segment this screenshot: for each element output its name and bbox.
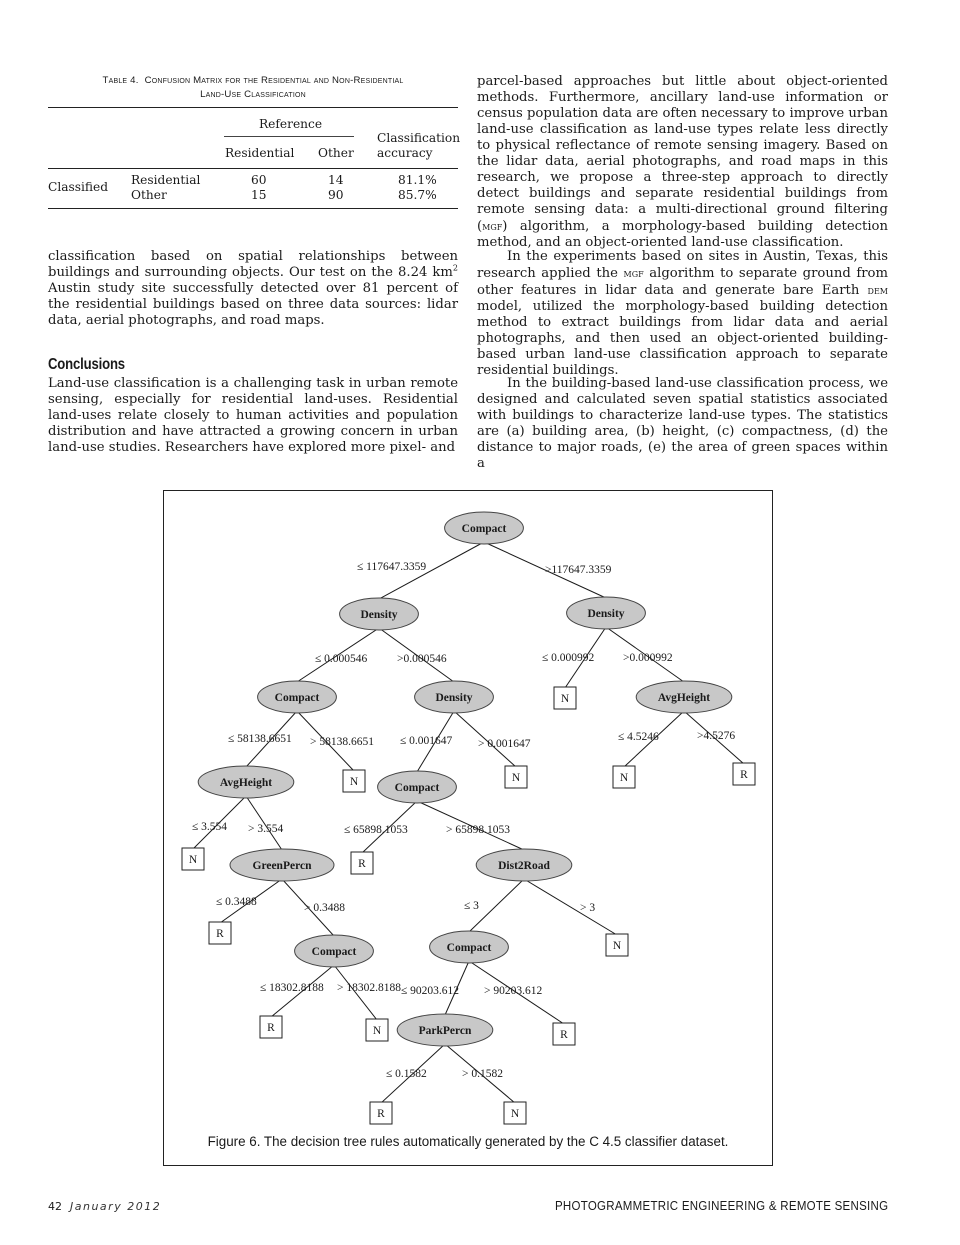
node-label: AvgHeight xyxy=(657,692,711,704)
node-label: N xyxy=(560,693,570,705)
node-label: Density xyxy=(435,692,473,704)
table-col-residential: Residential xyxy=(225,146,295,160)
leaf-node xyxy=(613,766,635,788)
edge-label: > 58138.6651 xyxy=(310,736,374,748)
table-caption xyxy=(48,74,458,102)
leaf-node xyxy=(553,1023,575,1045)
edge-label: > 18302.8188 xyxy=(337,982,401,994)
right-paragraph-3: In the building-based land-use classification process, we designed and calculated seven spatial statistics associated with buildings to characterize land-use types. The statistics are (a) building area, (b) height, (c) compactness, (d) the distance to major roads, (e) the area of green spaces within a xyxy=(477,376,888,471)
node-label: Compact xyxy=(446,942,492,954)
text-run: Austin study site successfully detected over 81 percent of the residential buildings based on three data sources: lidar data, aerial photographs, and road maps. xyxy=(48,281,458,328)
abbreviation: mgf xyxy=(482,219,503,233)
split-node xyxy=(378,771,457,803)
section-heading: Conclusions xyxy=(48,356,125,373)
node-label: N xyxy=(511,772,521,784)
node-label: N xyxy=(619,772,629,784)
text-run: model, utilized the morphology-based building detection method to extract buildings from lidar data and aerial photographs, and then used an object-oriented building-based urban land-use classification approach to separate residential buildings. xyxy=(477,299,888,378)
node-label: Compact xyxy=(461,523,507,535)
edge-label: ≤ 0.1582 xyxy=(386,1068,427,1080)
leaf-node xyxy=(343,770,365,792)
page-number: 42 xyxy=(48,1200,62,1213)
edge-label: ≤ 3.554 xyxy=(192,821,228,833)
footer-left xyxy=(48,1200,161,1213)
edge-label: ≤ 0.001647 xyxy=(400,735,453,747)
decision-tree-diagram xyxy=(164,491,771,1164)
leaf-node xyxy=(504,1102,526,1124)
edge-label: ≤ 58138.6651 xyxy=(228,733,292,745)
edge-label: > 3.554 xyxy=(248,823,284,835)
table-reference-rule xyxy=(224,136,354,137)
split-node xyxy=(340,598,419,630)
node-label: N xyxy=(188,854,198,866)
edge-label: >4.5276 xyxy=(697,730,736,742)
table-cell: 90 xyxy=(328,188,344,202)
edge-label: >0.000992 xyxy=(623,652,673,664)
node-label: N xyxy=(372,1025,382,1037)
leaf-node xyxy=(370,1102,392,1124)
right-paragraph-2 xyxy=(477,249,888,379)
edge-label: ≤ 3 xyxy=(464,900,479,912)
tree-edge xyxy=(524,879,617,935)
left-paragraph-1 xyxy=(48,249,458,329)
split-node xyxy=(476,849,572,881)
node-label: AvgHeight xyxy=(219,777,273,789)
table-header-rule xyxy=(48,168,458,169)
node-label: GreenPercn xyxy=(252,860,312,872)
leaf-node xyxy=(733,763,755,785)
node-label: Density xyxy=(360,609,398,621)
table-cell: 14 xyxy=(328,173,344,187)
table-cell: 85.7% xyxy=(398,188,437,202)
split-node xyxy=(295,935,374,967)
edge-label: ≤ 90203.612 xyxy=(401,985,460,997)
table-cell: 15 xyxy=(251,188,267,202)
node-label: R xyxy=(560,1029,568,1041)
table-accuracy-header-1: Classification xyxy=(377,131,461,145)
split-node xyxy=(230,849,334,881)
issue-date: January 2012 xyxy=(70,1200,162,1213)
table-number: Table 4. xyxy=(102,75,139,86)
edge-label: ≤ 65898.1053 xyxy=(344,824,408,836)
right-paragraph-1 xyxy=(477,74,888,251)
edge-label: > 3 xyxy=(580,902,596,914)
edge-label: ≤ 0.3488 xyxy=(216,896,257,908)
table-reference-header: Reference xyxy=(259,117,323,131)
table-top-rule xyxy=(48,107,458,108)
node-label: R xyxy=(377,1108,385,1120)
table-row-group-label: Classified xyxy=(48,180,109,194)
node-label: N xyxy=(510,1108,520,1120)
node-label: Compact xyxy=(394,782,440,794)
node-label: R xyxy=(267,1022,275,1034)
left-paragraph-2: Land-use classification is a challenging task in urban remote sensing, especially for residential land-uses. Residential land-uses relate closely to human activities and population distribution and have attracted a growing concern in urban land-use studies. Researchers have explored more pixel- and xyxy=(48,376,458,455)
edge-label: > 90203.612 xyxy=(484,985,543,997)
edge-label: > 0.3488 xyxy=(304,902,345,914)
table-row-label: Residential xyxy=(131,173,201,187)
figure-frame xyxy=(163,490,773,1166)
table-accuracy-header-2: accuracy xyxy=(377,146,433,160)
node-label: Density xyxy=(587,608,625,620)
node-label: R xyxy=(358,858,366,870)
node-label: N xyxy=(612,940,622,952)
node-label: R xyxy=(740,769,748,781)
leaf-node xyxy=(351,852,373,874)
abbreviation: dem xyxy=(867,283,888,297)
node-label: N xyxy=(349,776,359,788)
leaf-node xyxy=(366,1019,388,1041)
leaf-node xyxy=(260,1016,282,1038)
edge-label: ≤ 4.5246 xyxy=(618,731,659,743)
edge-label: ≤ 117647.3359 xyxy=(357,561,427,573)
split-node xyxy=(445,512,524,544)
node-label: Compact xyxy=(274,692,320,704)
edge-label: >117647.3359 xyxy=(545,564,612,576)
node-label: Dist2Road xyxy=(498,860,550,872)
text-run: parcel-based approaches but little about object-oriented methods. Furthermore, ancillary land-use information or census population data are often necessary to improve urban land-use classification as land-use types relate less directly to physical reflectance of remote sensing imagery. Based on the lidar data, aerial photographs, and road maps in this research, we propose a three-step approach to directly detect buildings and separate residential buildings from remote sensing data: a multi-directional ground filtering ( xyxy=(477,74,888,234)
edge-label: > 0.001647 xyxy=(478,738,531,750)
split-node xyxy=(198,766,294,798)
abbreviation: mgf xyxy=(623,266,644,280)
table-cell: 81.1% xyxy=(398,173,437,187)
leaf-node xyxy=(209,922,231,944)
table-bottom-rule xyxy=(48,208,458,209)
node-label: Compact xyxy=(311,946,357,958)
split-node xyxy=(415,681,494,713)
table-cell: 60 xyxy=(251,173,267,187)
table-title-line2: Land-Use Classification xyxy=(200,89,306,100)
text-run: In the experiments based on sites in Austin, Texas, this research applied the xyxy=(477,249,888,281)
edge-label: > 0.1582 xyxy=(462,1068,503,1080)
leaf-node xyxy=(606,934,628,956)
node-label: ParkPercn xyxy=(418,1025,472,1037)
text-run: algorithm to separate ground from other features in lidar data and generate bare Earth xyxy=(477,266,888,298)
leaf-node xyxy=(182,848,204,870)
table-row-label: Other xyxy=(131,188,167,202)
edge-label: ≤ 0.000992 xyxy=(542,652,595,664)
edge-label: ≤ 0.000546 xyxy=(315,653,368,665)
split-node xyxy=(567,597,646,629)
edge-label: ≤ 18302.8188 xyxy=(260,982,324,994)
split-node xyxy=(636,681,732,713)
journal-name: PHOTOGRAMMETRIC ENGINEERING & REMOTE SENSING xyxy=(554,1199,888,1213)
leaf-node xyxy=(505,766,527,788)
figure-caption: Figure 6. The decision tree rules automatically generated by the C 4.5 classifier dataset. xyxy=(207,1134,729,1149)
split-node xyxy=(397,1014,493,1046)
superscript: 2 xyxy=(452,263,458,273)
split-node xyxy=(430,931,509,963)
node-label: R xyxy=(216,928,224,940)
table-col-other: Other xyxy=(318,146,354,160)
edge-label: > 65898.1053 xyxy=(446,824,510,836)
split-node xyxy=(258,681,337,713)
text-run: ) algorithm, a morphology-based building detection method, and an object-oriented land-use classification. xyxy=(477,219,888,250)
text-run: classification based on spatial relationships between buildings and surrounding objects. Our test on the 8.24 km xyxy=(48,249,458,280)
edge-label: >0.000546 xyxy=(397,653,447,665)
table-title-line1: Confusion Matrix for the Residential and Non-Residential xyxy=(144,75,404,86)
leaf-node xyxy=(554,687,576,709)
